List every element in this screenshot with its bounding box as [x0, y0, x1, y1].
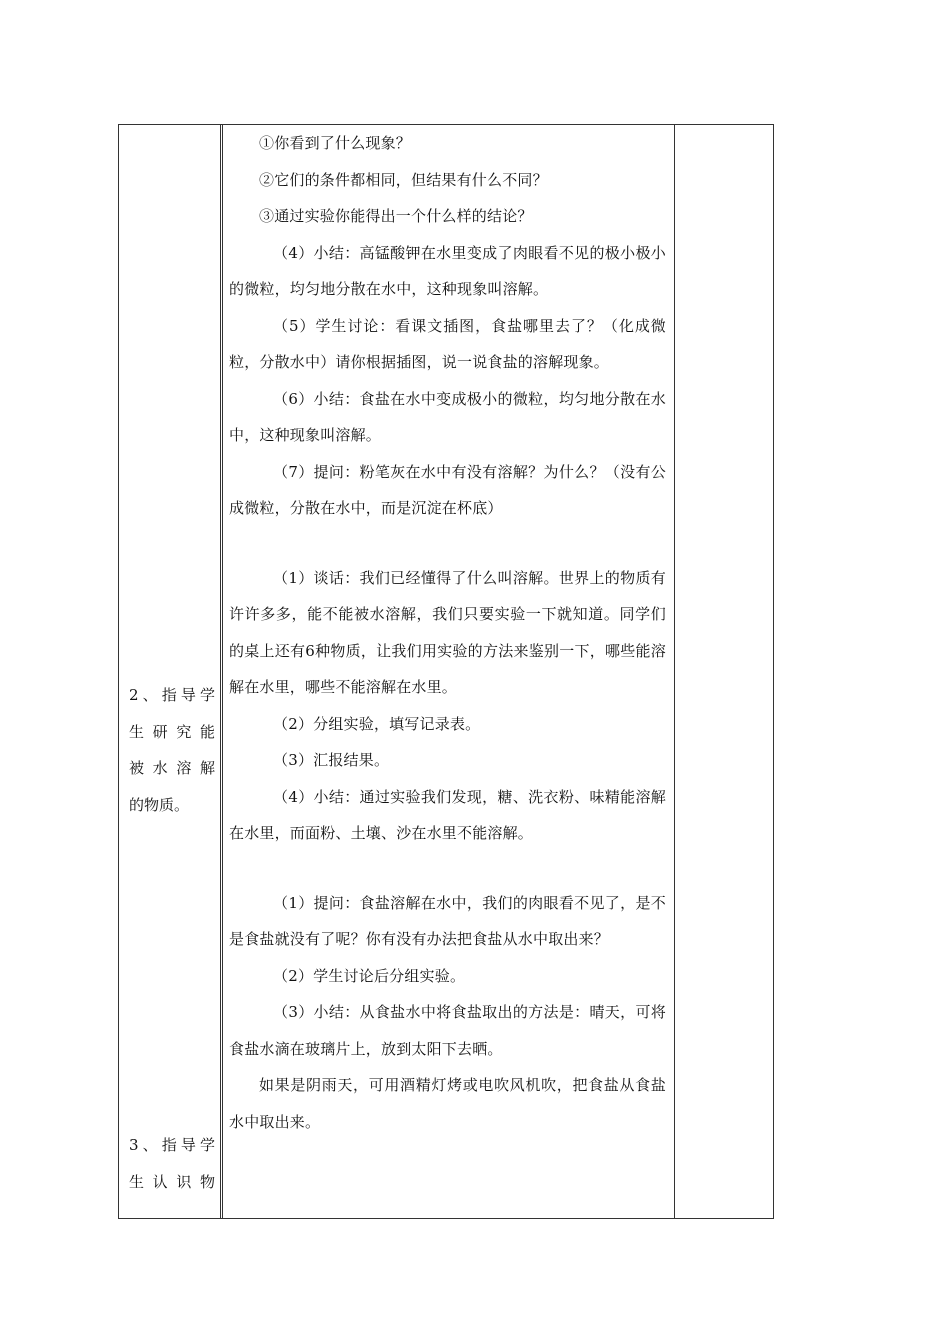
summary-6: （6）小结：食盐在水中变成极小的微粒，均匀地分散在水中，这种现象叫溶解。 [229, 389, 666, 444]
question-1b: （1）提问：食盐溶解在水中，我们的肉眼看不见了，是不是食盐就没有了呢？你有没有办法把食盐从水中取出来？ [229, 893, 666, 948]
rainy-day-note: 如果是阴雨天，可用酒精灯烤或电吹风机吹，把食盐从食盐水中取出来。 [229, 1076, 666, 1131]
step-label-3 [129, 1127, 215, 1200]
content-column [229, 125, 666, 1218]
step-label-line: 被水溶解 [129, 759, 215, 777]
column-divider [674, 125, 675, 1218]
step-label-line: 的物质。 [129, 795, 190, 814]
lesson-table [118, 124, 774, 1219]
experiment-2: （2）分组实验，填写记录表。 [273, 714, 481, 733]
step-label-line: 生认识物 [129, 1172, 215, 1191]
step-label-2 [129, 677, 215, 823]
summary-4: （4）小结：高锰酸钾在水里变成了肉眼看不见的极小极小的微粒，均匀地分散在水中，这种现象叫溶解。 [229, 243, 666, 298]
step-column [119, 125, 220, 1218]
column-divider [222, 125, 223, 1218]
talk-1: （1）谈话：我们已经懂得了什么叫溶解。世界上的物质有许许多多，能不能被水溶解，我们只要实验一下就知道。同学们的桌上还有6种物质，让我们用实验的方法来鉴别一下，哪些能溶解在水里，哪些不能溶解在水里。 [229, 568, 666, 696]
question-7: （7）提问：粉笔灰在水中有没有溶解？为什么？（没有公成微粒，分散在水中，而是沉淀在杯底） [229, 462, 666, 517]
summary-3b: （3）小结：从食盐水中将食盐取出的方法是：晴天，可将食盐水滴在玻璃片上，放到太阳下去晒。 [229, 1003, 666, 1058]
discussion-5: （5）学生讨论：看课文插图，食盐哪里去了？（化成微粒，分散水中）请你根据插图，说一说食盐的溶解现象。 [229, 316, 666, 371]
step-label-line: 2、指导学 [129, 686, 215, 704]
column-divider [220, 125, 221, 1218]
step-label-line: 生研究能 [129, 722, 215, 741]
report-3: （3）汇报结果。 [273, 751, 390, 769]
question-1: ①你看到了什么现象？ [259, 134, 412, 152]
question-2: ②它们的条件都相同，但结果有什么不同？ [259, 170, 548, 189]
step-label-line: 3、指导学 [129, 1136, 215, 1154]
question-3: ③通过实验你能得出一个什么样的结论？ [259, 207, 533, 225]
discussion-2b: （2）学生讨论后分组实验。 [273, 966, 466, 985]
summary-4b: （4）小结：通过实验我们发现，糖、洗衣粉、味精能溶解在水里，而面粉、土壤、沙在水里不能溶解。 [229, 787, 666, 842]
